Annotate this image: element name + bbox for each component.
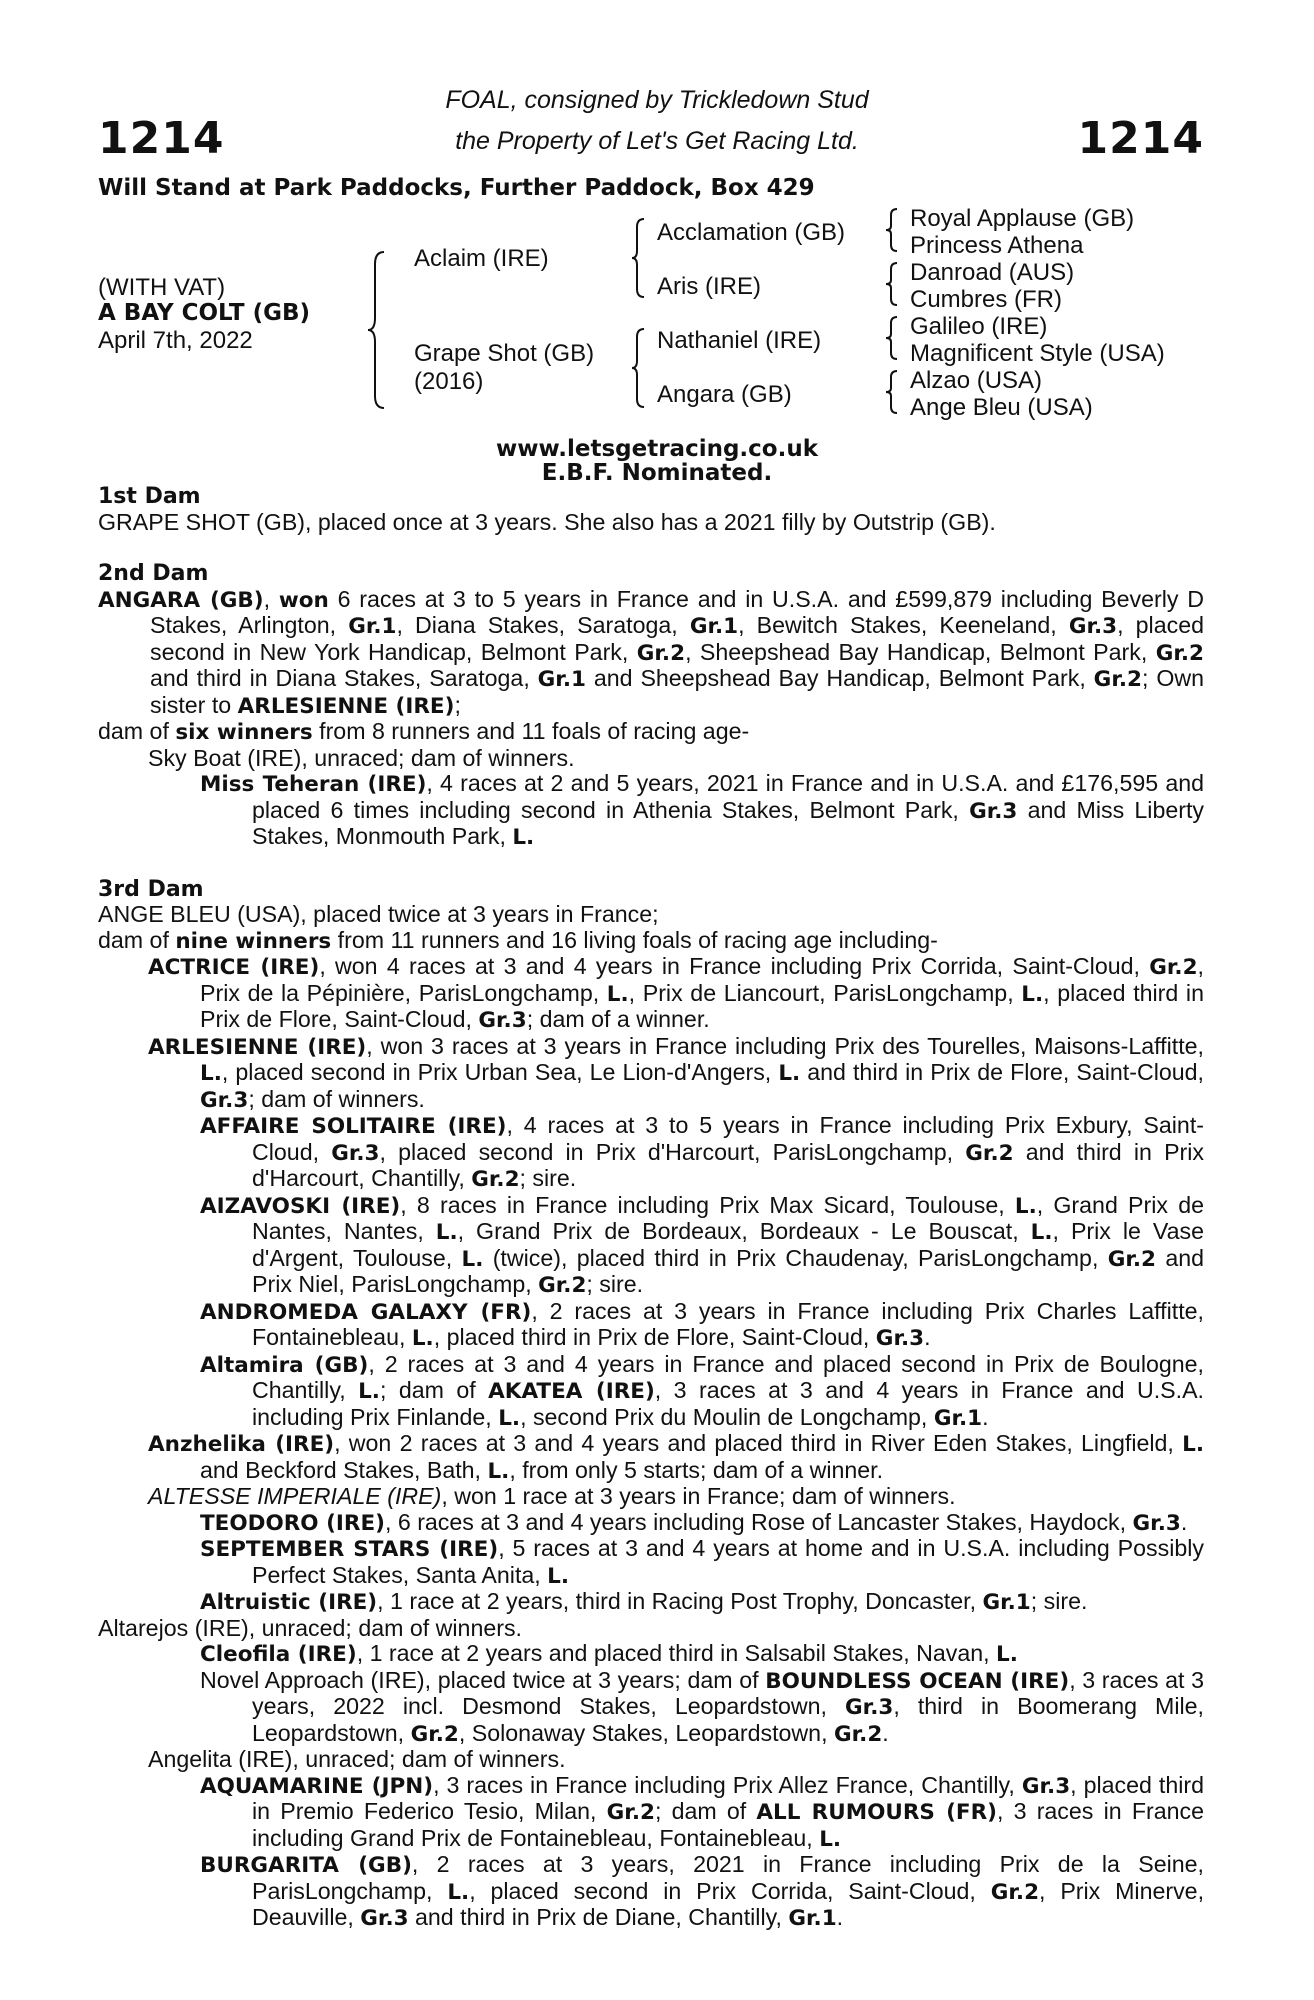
dam: Grape Shot (GB) (414, 340, 595, 367)
entry-altruistic: Altruistic (IRE), 1 race at 2 years, third in Racing Post Trophy, Doncaster, Gr.1; sire. (200, 1588, 1088, 1615)
first-dam-heading: 1st Dam (98, 484, 201, 509)
entry-cleofila: Cleofila (IRE), 1 race at 2 years and placed third in Salsabil Stakes, Navan, L. (200, 1640, 1018, 1667)
vat-note: (WITH VAT) (98, 274, 226, 301)
dam-brace (630, 327, 648, 409)
entry-september-stars: SEPTEMBER STARS (IRE), 5 races at 3 and 4 years at home and in U.S.A. including Possibly Perfect Stakes, Santa Anita, L. (200, 1535, 1204, 1589)
foaling-date: April 7th, 2022 (98, 327, 253, 354)
website: www.letsgetracing.co.uk (495, 436, 819, 462)
entry-actrice: ACTRICE (IRE), won 4 races at 3 and 4 years in France including Prix Corrida, Saint-Cloud, Gr.2, Prix de la Pépinière, ParisLongchamp, L., Prix de Liancourt, ParisLongchamp, L., placed third in Prix de Flore, Saint-Cloud, Gr.3; dam of a winner. (148, 953, 1204, 1033)
third-dam-produce: dam of nine winners from 11 runners and 16 living foals of racing age including- (98, 926, 938, 954)
entry-miss-teheran: Miss Teheran (IRE), 4 races at 2 and 5 years, 2021 in France and in U.S.A. and £176,595 and placed 6 times including second in Athenia Stakes, Belmont Park, Gr.3 and Miss Liberty Stakes, Monmouth Park, L. (200, 770, 1205, 850)
entry-altarejos: Altarejos (IRE), unraced; dam of winners. (98, 1614, 522, 1641)
grandsire-2: Danroad (AUS) (910, 259, 1075, 286)
granddam-1: Princess Athena (910, 232, 1084, 259)
ebf-nominated: E.B.F. Nominated. (541, 460, 773, 486)
entry-teodoro: TEODORO (IRE), 6 races at 3 and 4 years including Rose of Lancaster Stakes, Haydock, Gr.3. (200, 1508, 1188, 1536)
horse-name: A BAY COLT (GB) (98, 300, 311, 326)
second-dam-produce: dam of six winners from 8 runners and 11 foals of racing age- (98, 718, 750, 745)
dam-dam: Angara (GB) (657, 381, 792, 408)
entry-andromeda-galaxy: ANDROMEDA GALAXY (FR), 2 races at 3 years in France including Prix Charles Laffitte, Fontainebleau, L., placed third in Prix de Flore, Saint-Cloud, Gr.3. (200, 1297, 1204, 1351)
g-brace-2 (884, 261, 900, 307)
entry-arlesienne: ARLESIENNE (IRE), won 3 races at 3 years in France including Prix des Tourelles, Maisons-Laffitte, L., placed second in Prix Urban Sea, Le Lion-d'Angers, L. and third in Prix de Flore, Saint-Cloud, Gr.3; dam of winners. (148, 1032, 1204, 1113)
catalogue-body (98, 484, 1204, 1932)
granddam-2: Cumbres (FR) (910, 286, 1063, 313)
dam-sire: Nathaniel (IRE) (657, 327, 822, 354)
entry-altamira: Altamira (GB), 2 races at 3 and 4 years in France and placed second in Prix de Boulogne, Chantilly, L.; dam of AKATEA (IRE), 3 races at 3 and 4 years in France and U.S.A. including Prix Finlande, L., second Prix du Moulin de Longchamp, Gr.1. (200, 1350, 1204, 1431)
entry-novel-approach: Novel Approach (IRE), placed twice at 3 years; dam of BOUNDLESS OCEAN (IRE), 3 races at 3 years, 2022 incl. Desmond Stakes, Leopardstown, Gr.3, third in Boomerang Mile, Leopardstown, Gr.2, Solonaway Stakes, Leopardstown, Gr.2. (200, 1666, 1205, 1747)
entry-sky-boat: Sky Boat (IRE), unraced; dam of winners. (148, 744, 575, 771)
g-brace-1 (884, 207, 900, 253)
g-brace-4 (884, 369, 900, 415)
sire-brace (630, 217, 648, 299)
entry-aizavoski: AIZAVOSKI (IRE), 8 races in France including Prix Max Sicard, Toulouse, L., Grand Prix de Nantes, Nantes, L., Grand Prix de Bordeaux, Bordeaux - Le Bouscat, L., Prix le Vase d'Argent, Toulouse, L. (twice), placed third in Prix Chaudenay, ParisLongchamp, Gr.2 and Prix Niel, ParisLongchamp, Gr.2; sire. (200, 1191, 1205, 1298)
first-dam-text: GRAPE SHOT (GB), placed once at 3 years. She also has a 2021 filly by Outstrip (GB). (98, 508, 996, 535)
entry-angara: ANGARA (GB), won 6 races at 3 to 5 years in France and in U.S.A. and £599,879 including Beverly D Stakes, Arlington, Gr.1, Diana Stakes, Saratoga, Gr.1, Bewitch Stakes, Keeneland, Gr.3, placed second in New York Handicap, Belmont Park, Gr.2, Sheepshead Bay Handicap, Belmont Park, Gr.2 and third in Diana Stakes, Saratoga, Gr.1 and Sheepshead Bay Handicap, Belmont Park, Gr.2; Own sister to ARLESIENNE (IRE); (98, 585, 1205, 719)
sire: Aclaim (IRE) (414, 245, 549, 272)
grandsire-3: Galileo (IRE) (910, 313, 1048, 340)
grandsire-4: Alzao (USA) (910, 367, 1043, 394)
third-dam-heading: 3rd Dam (98, 876, 204, 902)
grandsire-1: Royal Applause (GB) (910, 205, 1135, 232)
entry-anzhelika: Anzhelika (IRE), won 2 races at 3 and 4 years and placed third in River Eden Stakes, Lingfield, L. and Beckford Stakes, Bath, L., from only 5 starts; dam of a winner. (148, 1430, 1204, 1484)
lot-number-left: 1214 (98, 113, 225, 164)
entry-aquamarine: AQUAMARINE (JPN), 3 races in France including Prix Allez France, Chantilly, Gr.3, placed third in Premio Federico Tesio, Milan, Gr.2; dam of ALL RUMOURS (FR), 3 races in France including Grand Prix de Fontainebleau, Fontainebleau, L. (200, 1771, 1205, 1852)
entry-altesse-imperiale: ALTESSE IMPERIALE (IRE), won 1 race at 3 years in France; dam of winners. (148, 1483, 956, 1509)
sire-sire: Acclamation (GB) (657, 219, 846, 246)
consignment-line-1: FOAL, consigned by Trickledown Stud (445, 86, 869, 114)
third-dam-text: ANGE BLEU (USA), placed twice at 3 years in France; (98, 901, 659, 927)
granddam-3: Magnificent Style (USA) (910, 340, 1165, 367)
entry-burgarita: BURGARITA (GB), 2 races at 3 years, 2021 in France including Prix de la Seine, ParisLongchamp, L., placed second in Prix Corrida, Saint-Cloud, Gr.2, Prix Minerve, Deauville, Gr.3 and third in Prix de Diane, Chantilly, Gr.1. (200, 1851, 1205, 1931)
lot-number-right: 1214 (1077, 113, 1204, 164)
g-brace-3 (884, 315, 900, 361)
dam-year: (2016) (414, 368, 484, 395)
stand-location: Will Stand at Park Paddocks, Further Paddock, Box 429 (98, 175, 815, 201)
second-dam-heading: 2nd Dam (98, 561, 209, 586)
entry-angelita: Angelita (IRE), unraced; dam of winners. (148, 1746, 566, 1772)
consignment-line-2: the Property of Let's Get Racing Ltd. (455, 127, 859, 155)
pedigree-brace (366, 250, 390, 410)
entry-affaire-solitaire: AFFAIRE SOLITAIRE (IRE), 4 races at 3 to 5 years in France including Prix Exbury, Saint-Cloud, Gr.3, placed second in Prix d'Harcourt, ParisLongchamp, Gr.2 and third in Prix d'Harcourt, Chantilly, Gr.2; sire. (200, 1112, 1205, 1192)
sire-dam: Aris (IRE) (657, 273, 761, 300)
granddam-4: Ange Bleu (USA) (910, 394, 1093, 421)
